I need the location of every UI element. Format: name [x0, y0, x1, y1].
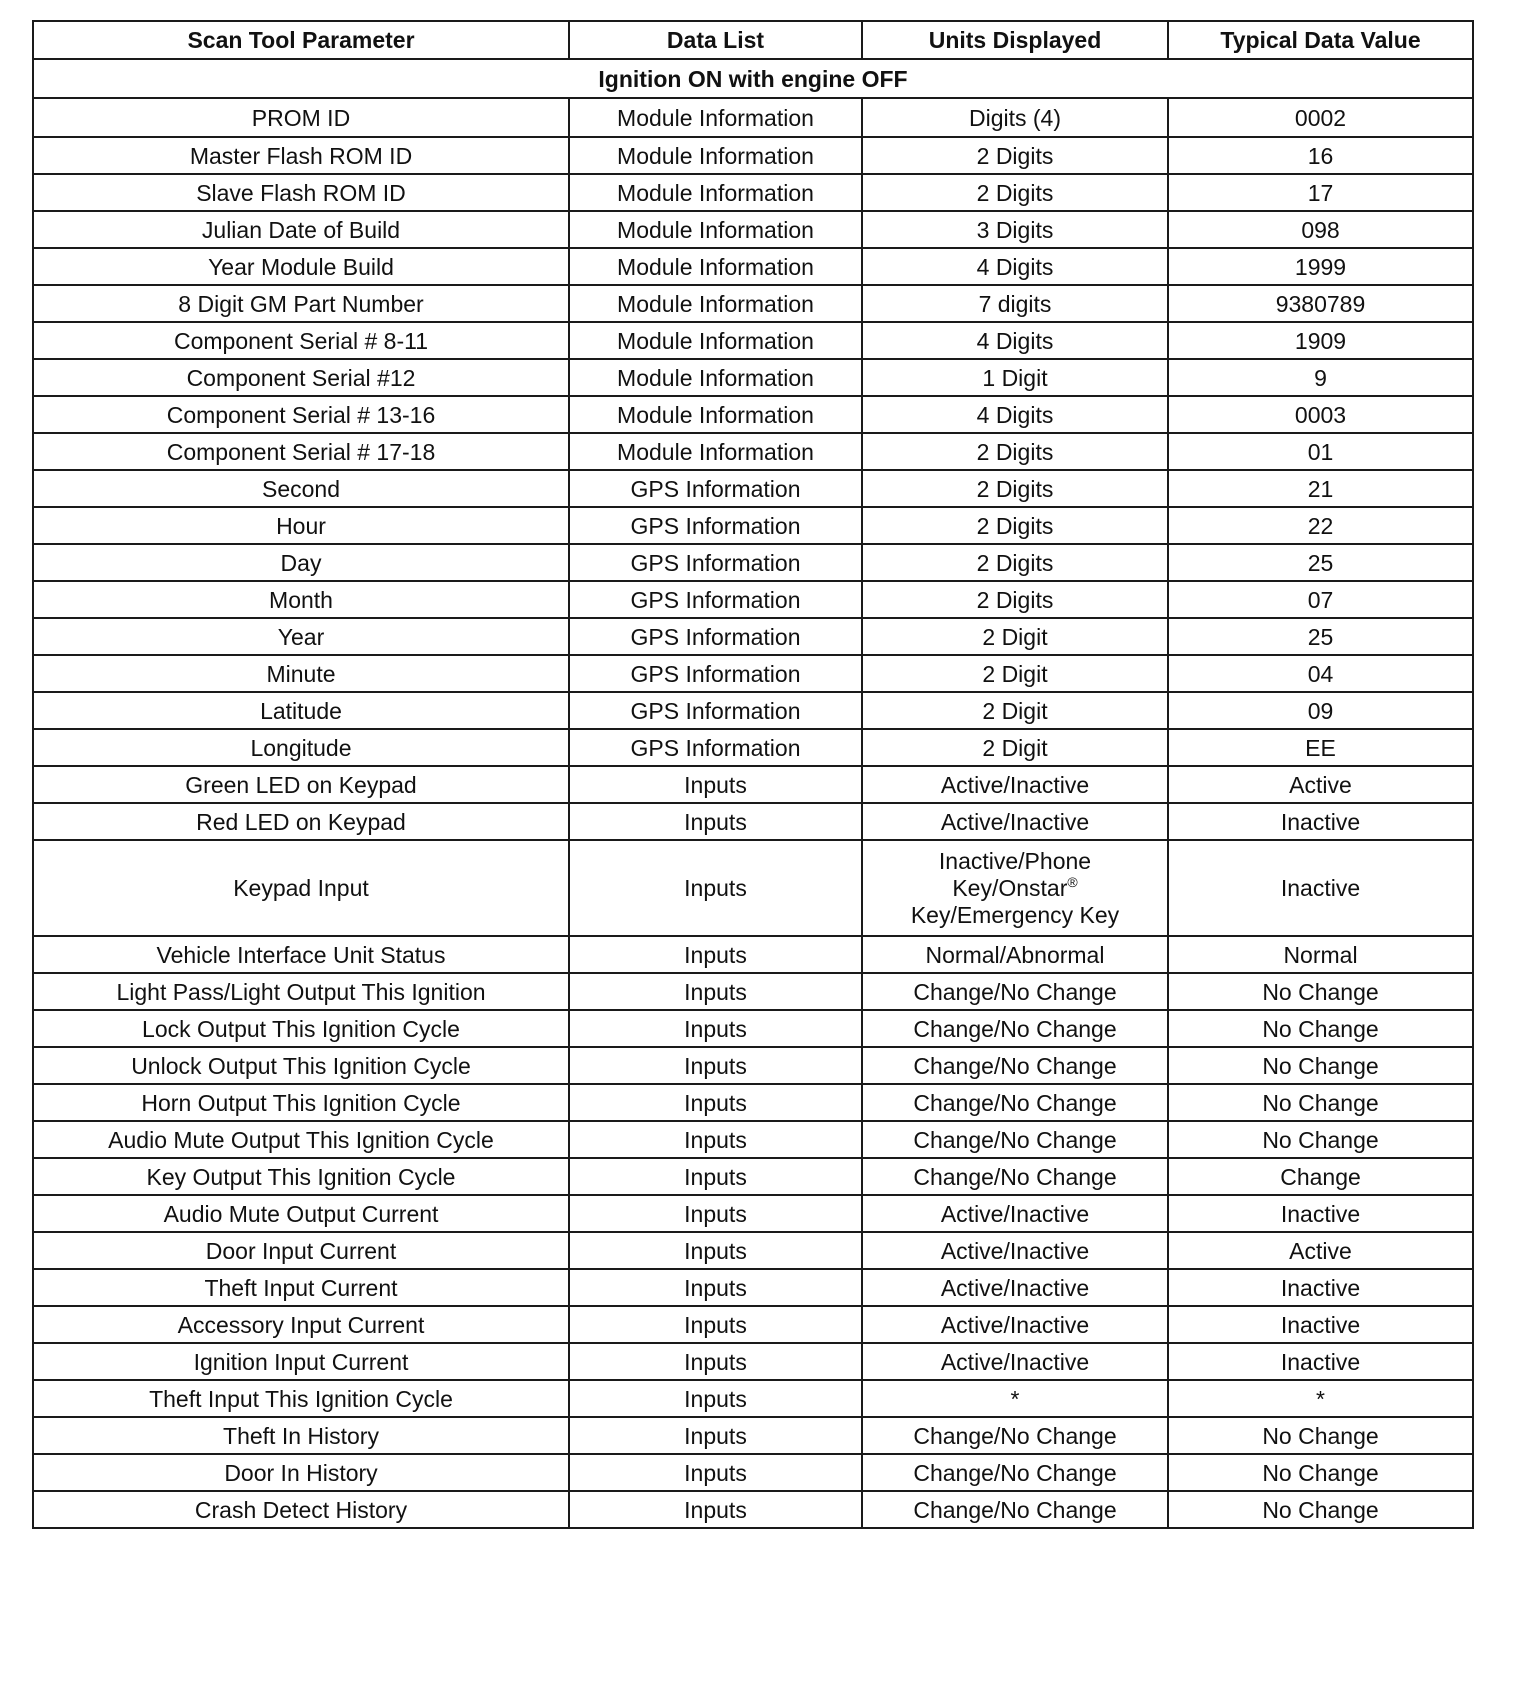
cell-units: Change/No Change [862, 1454, 1168, 1491]
cell-parameter: Julian Date of Build [33, 211, 569, 248]
table-header [33, 21, 1473, 59]
cell-typical-value: Inactive [1168, 803, 1473, 840]
cell-parameter: Month [33, 581, 569, 618]
cell-units: 2 Digits [862, 433, 1168, 470]
cell-data-list: GPS Information [569, 655, 862, 692]
cell-parameter: Crash Detect History [33, 1491, 569, 1528]
cell-units: 4 Digits [862, 396, 1168, 433]
cell-data-list: Inputs [569, 1306, 862, 1343]
table-row [33, 396, 1473, 433]
cell-units: 2 Digits [862, 581, 1168, 618]
cell-units: Inactive/Phone Key/Onstar® Key/Emergency Key [862, 840, 1168, 936]
cell-data-list: Inputs [569, 1158, 862, 1195]
cell-parameter: Lock Output This Ignition Cycle [33, 1010, 569, 1047]
cell-typical-value: Change [1168, 1158, 1473, 1195]
cell-units: Change/No Change [862, 1491, 1168, 1528]
table-row [33, 211, 1473, 248]
table-row [33, 285, 1473, 322]
cell-parameter: Audio Mute Output This Ignition Cycle [33, 1121, 569, 1158]
cell-typical-value: Inactive [1168, 1306, 1473, 1343]
table-row [33, 618, 1473, 655]
cell-typical-value: No Change [1168, 1010, 1473, 1047]
cell-typical-value: Inactive [1168, 840, 1473, 936]
table-row [33, 174, 1473, 211]
cell-parameter: Year Module Build [33, 248, 569, 285]
cell-units: 2 Digit [862, 655, 1168, 692]
cell-data-list: Module Information [569, 98, 862, 137]
cell-parameter: Door Input Current [33, 1232, 569, 1269]
cell-data-list: Inputs [569, 1454, 862, 1491]
cell-data-list: Module Information [569, 174, 862, 211]
table-row [33, 1306, 1473, 1343]
cell-parameter: Door In History [33, 1454, 569, 1491]
cell-data-list: GPS Information [569, 729, 862, 766]
cell-typical-value: Inactive [1168, 1269, 1473, 1306]
cell-parameter: 8 Digit GM Part Number [33, 285, 569, 322]
cell-typical-value: No Change [1168, 1047, 1473, 1084]
cell-units: Change/No Change [862, 1121, 1168, 1158]
cell-typical-value: No Change [1168, 1454, 1473, 1491]
cell-units: Change/No Change [862, 973, 1168, 1010]
cell-parameter: Theft Input This Ignition Cycle [33, 1380, 569, 1417]
cell-parameter: Audio Mute Output Current [33, 1195, 569, 1232]
table-row [33, 322, 1473, 359]
table-row [33, 936, 1473, 973]
cell-typical-value: Active [1168, 766, 1473, 803]
cell-parameter: Minute [33, 655, 569, 692]
cell-typical-value: 25 [1168, 618, 1473, 655]
cell-data-list: Module Information [569, 285, 862, 322]
cell-typical-value: No Change [1168, 1417, 1473, 1454]
cell-parameter: Component Serial # 17-18 [33, 433, 569, 470]
cell-units: Active/Inactive [862, 1195, 1168, 1232]
table-row [33, 1232, 1473, 1269]
cell-data-list: GPS Information [569, 692, 862, 729]
cell-units: * [862, 1380, 1168, 1417]
table-row [33, 1084, 1473, 1121]
cell-typical-value: No Change [1168, 1491, 1473, 1528]
cell-units: Change/No Change [862, 1417, 1168, 1454]
cell-units: 2 Digits [862, 544, 1168, 581]
cell-parameter: Hour [33, 507, 569, 544]
cell-units: 4 Digits [862, 248, 1168, 285]
cell-parameter: Accessory Input Current [33, 1306, 569, 1343]
cell-units: 2 Digit [862, 729, 1168, 766]
cell-typical-value: No Change [1168, 1121, 1473, 1158]
table-row [33, 137, 1473, 174]
table-row [33, 655, 1473, 692]
table-row [33, 1417, 1473, 1454]
table-row [33, 1380, 1473, 1417]
cell-typical-value: 22 [1168, 507, 1473, 544]
header-row [33, 21, 1473, 59]
table-row [33, 470, 1473, 507]
cell-parameter: PROM ID [33, 98, 569, 137]
cell-typical-value: Normal [1168, 936, 1473, 973]
cell-data-list: GPS Information [569, 507, 862, 544]
cell-data-list: Inputs [569, 973, 862, 1010]
cell-parameter: Latitude [33, 692, 569, 729]
cell-typical-value: 9380789 [1168, 285, 1473, 322]
cell-units: 2 Digits [862, 507, 1168, 544]
header-typical-value: Typical Data Value [1168, 21, 1473, 59]
table-row [33, 1343, 1473, 1380]
cell-data-list: Inputs [569, 803, 862, 840]
cell-units: Change/No Change [862, 1084, 1168, 1121]
cell-typical-value: 098 [1168, 211, 1473, 248]
cell-typical-value: 21 [1168, 470, 1473, 507]
table-row [33, 840, 1473, 936]
cell-units: Digits (4) [862, 98, 1168, 137]
cell-data-list: Module Information [569, 137, 862, 174]
cell-units: Active/Inactive [862, 766, 1168, 803]
cell-parameter: Component Serial #12 [33, 359, 569, 396]
cell-data-list: Inputs [569, 840, 862, 936]
cell-units: Active/Inactive [862, 1232, 1168, 1269]
section-row [33, 59, 1473, 98]
cell-units: 2 Digit [862, 692, 1168, 729]
table-row [33, 973, 1473, 1010]
header-data-list: Data List [569, 21, 862, 59]
cell-units: 2 Digits [862, 470, 1168, 507]
table-row [33, 433, 1473, 470]
table-row [33, 803, 1473, 840]
cell-typical-value: 09 [1168, 692, 1473, 729]
table-row [33, 581, 1473, 618]
cell-typical-value: 07 [1168, 581, 1473, 618]
cell-typical-value: 25 [1168, 544, 1473, 581]
table-row [33, 1121, 1473, 1158]
cell-parameter: Unlock Output This Ignition Cycle [33, 1047, 569, 1084]
cell-parameter: Green LED on Keypad [33, 766, 569, 803]
cell-data-list: Inputs [569, 1232, 862, 1269]
table-row [33, 692, 1473, 729]
cell-units: Normal/Abnormal [862, 936, 1168, 973]
cell-parameter: Light Pass/Light Output This Ignition [33, 973, 569, 1010]
cell-units: 1 Digit [862, 359, 1168, 396]
cell-parameter: Ignition Input Current [33, 1343, 569, 1380]
cell-data-list: GPS Information [569, 544, 862, 581]
cell-data-list: GPS Information [569, 470, 862, 507]
cell-data-list: Module Information [569, 359, 862, 396]
cell-parameter: Theft In History [33, 1417, 569, 1454]
cell-typical-value: No Change [1168, 973, 1473, 1010]
section-title: Ignition ON with engine OFF [33, 59, 1473, 98]
table-row [33, 1454, 1473, 1491]
cell-typical-value: 0002 [1168, 98, 1473, 137]
cell-typical-value: 16 [1168, 137, 1473, 174]
cell-data-list: Module Information [569, 211, 862, 248]
cell-data-list: Inputs [569, 1380, 862, 1417]
cell-typical-value: 1999 [1168, 248, 1473, 285]
cell-parameter: Keypad Input [33, 840, 569, 936]
cell-parameter: Component Serial # 8-11 [33, 322, 569, 359]
cell-units: Active/Inactive [862, 1306, 1168, 1343]
cell-parameter: Component Serial # 13-16 [33, 396, 569, 433]
cell-data-list: Inputs [569, 1084, 862, 1121]
table-row [33, 544, 1473, 581]
table-row [33, 98, 1473, 137]
cell-units: 2 Digits [862, 137, 1168, 174]
table-row [33, 1010, 1473, 1047]
table-row [33, 766, 1473, 803]
header-units: Units Displayed [862, 21, 1168, 59]
cell-parameter: Red LED on Keypad [33, 803, 569, 840]
cell-data-list: Module Information [569, 396, 862, 433]
table-row [33, 1195, 1473, 1232]
table-row [33, 729, 1473, 766]
cell-data-list: Module Information [569, 322, 862, 359]
scan-tool-data-table [32, 20, 1474, 1529]
cell-parameter: Key Output This Ignition Cycle [33, 1158, 569, 1195]
cell-data-list: Inputs [569, 1047, 862, 1084]
cell-parameter: Year [33, 618, 569, 655]
cell-data-list: Inputs [569, 1343, 862, 1380]
table-body [33, 59, 1473, 1528]
cell-typical-value: 1909 [1168, 322, 1473, 359]
cell-typical-value: 9 [1168, 359, 1473, 396]
table-row [33, 1269, 1473, 1306]
cell-units: 2 Digits [862, 174, 1168, 211]
cell-data-list: GPS Information [569, 618, 862, 655]
cell-units: Change/No Change [862, 1047, 1168, 1084]
cell-parameter: Horn Output This Ignition Cycle [33, 1084, 569, 1121]
cell-data-list: Inputs [569, 1417, 862, 1454]
cell-typical-value: Inactive [1168, 1195, 1473, 1232]
cell-parameter: Slave Flash ROM ID [33, 174, 569, 211]
table-row [33, 1047, 1473, 1084]
cell-data-list: Inputs [569, 1195, 862, 1232]
table-row [33, 248, 1473, 285]
header-parameter: Scan Tool Parameter [33, 21, 569, 59]
cell-typical-value: 01 [1168, 433, 1473, 470]
cell-units: Change/No Change [862, 1158, 1168, 1195]
cell-parameter: Day [33, 544, 569, 581]
cell-data-list: GPS Information [569, 581, 862, 618]
table-row [33, 1491, 1473, 1528]
table-row [33, 1158, 1473, 1195]
cell-units: Active/Inactive [862, 1269, 1168, 1306]
cell-typical-value: EE [1168, 729, 1473, 766]
cell-parameter: Second [33, 470, 569, 507]
cell-data-list: Module Information [569, 248, 862, 285]
cell-typical-value: No Change [1168, 1084, 1473, 1121]
cell-data-list: Inputs [569, 936, 862, 973]
cell-typical-value: 17 [1168, 174, 1473, 211]
cell-parameter: Vehicle Interface Unit Status [33, 936, 569, 973]
table-row [33, 507, 1473, 544]
cell-units: 2 Digit [862, 618, 1168, 655]
cell-units: Active/Inactive [862, 1343, 1168, 1380]
cell-units: Active/Inactive [862, 803, 1168, 840]
cell-typical-value: 04 [1168, 655, 1473, 692]
cell-typical-value: Inactive [1168, 1343, 1473, 1380]
cell-parameter: Master Flash ROM ID [33, 137, 569, 174]
cell-typical-value: Active [1168, 1232, 1473, 1269]
cell-data-list: Inputs [569, 1269, 862, 1306]
cell-units: 7 digits [862, 285, 1168, 322]
cell-data-list: Inputs [569, 1121, 862, 1158]
cell-parameter: Theft Input Current [33, 1269, 569, 1306]
cell-data-list: Inputs [569, 1491, 862, 1528]
cell-data-list: Inputs [569, 1010, 862, 1047]
cell-parameter: Longitude [33, 729, 569, 766]
cell-units: Change/No Change [862, 1010, 1168, 1047]
cell-typical-value: * [1168, 1380, 1473, 1417]
table-row [33, 359, 1473, 396]
cell-units: 3 Digits [862, 211, 1168, 248]
cell-data-list: Inputs [569, 766, 862, 803]
cell-units: 4 Digits [862, 322, 1168, 359]
cell-data-list: Module Information [569, 433, 862, 470]
cell-typical-value: 0003 [1168, 396, 1473, 433]
